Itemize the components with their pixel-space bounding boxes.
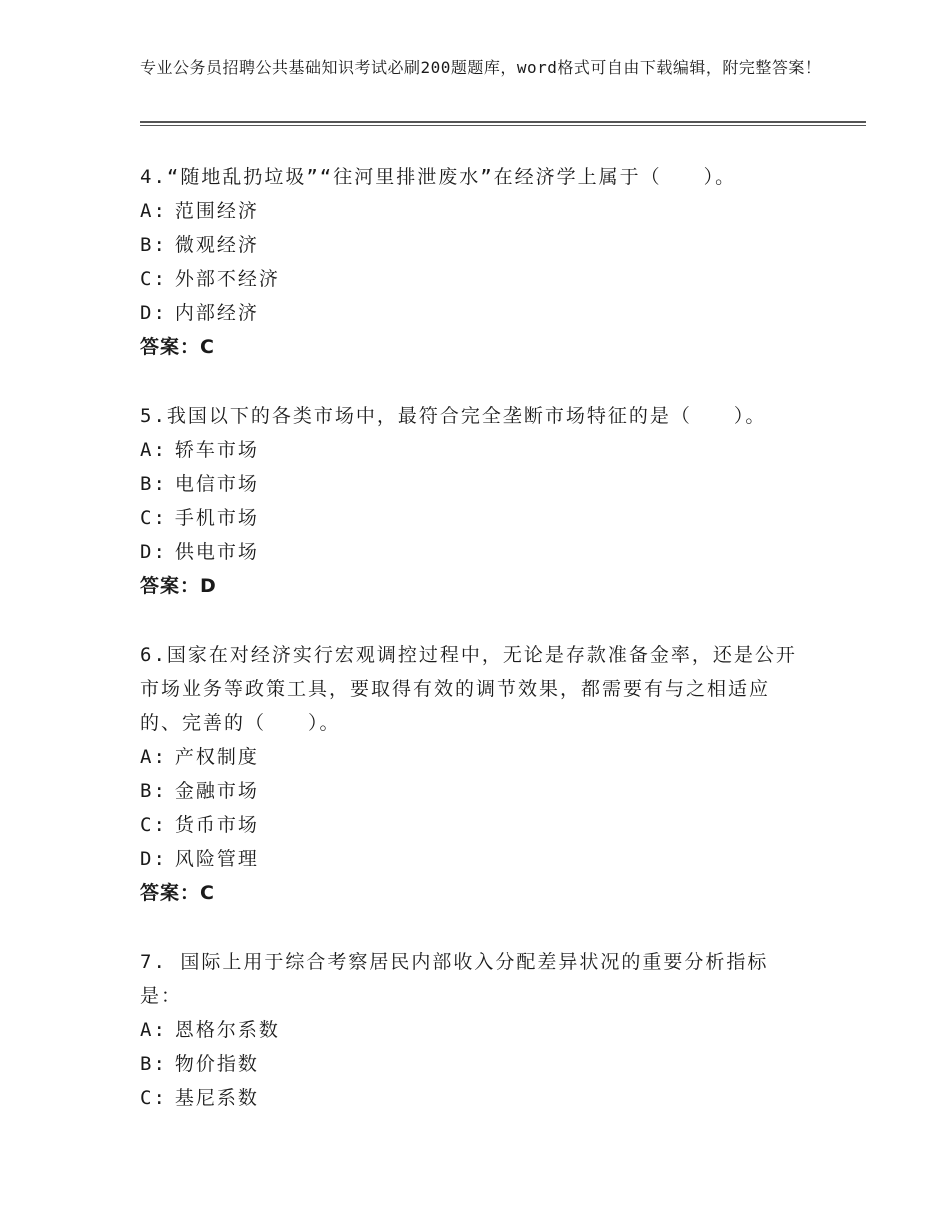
option-text: 轿车市场	[174, 439, 259, 461]
header-divider-thin	[140, 125, 866, 126]
question-block	[140, 160, 800, 364]
option-letter: C:	[140, 1087, 167, 1109]
option-a	[140, 1013, 800, 1047]
option-letter: B:	[140, 1053, 167, 1075]
option-letter: B:	[140, 780, 167, 802]
option-text: 电信市场	[174, 473, 259, 495]
option-text: 外部不经济	[174, 268, 280, 290]
option-b	[140, 467, 800, 501]
option-a	[140, 433, 800, 467]
option-letter: C:	[140, 268, 167, 290]
option-text: 货币市场	[174, 814, 259, 836]
option-text: 基尼系数	[174, 1087, 259, 1109]
option-b	[140, 1047, 800, 1081]
option-b	[140, 774, 800, 808]
option-letter: D:	[140, 848, 167, 870]
question-stem: 7. 国际上用于综合考察居民内部收入分配差异状况的重要分析指标是：	[140, 951, 769, 1007]
option-letter: A:	[140, 1019, 167, 1041]
option-letter: D:	[140, 302, 167, 324]
option-c	[140, 262, 800, 296]
option-b	[140, 228, 800, 262]
option-d	[140, 842, 800, 876]
option-a	[140, 194, 800, 228]
question-stem: 4.“随地乱扔垃圾”“往河里排泄废水”在经济学上属于（ ）。	[140, 166, 737, 188]
option-letter: B:	[140, 234, 167, 256]
option-a	[140, 740, 800, 774]
option-c	[140, 808, 800, 842]
option-letter: C:	[140, 507, 167, 529]
option-letter: B:	[140, 473, 167, 495]
option-letter: A:	[140, 439, 167, 461]
option-text: 范围经济	[174, 200, 259, 222]
page-header: 专业公务员招聘公共基础知识考试必刷200题题库，word格式可自由下载编辑，附完整答案！	[140, 58, 822, 77]
option-text: 供电市场	[174, 541, 259, 563]
question-block	[140, 945, 800, 1115]
header-divider	[140, 121, 866, 123]
option-c	[140, 501, 800, 535]
option-c	[140, 1081, 800, 1115]
question-block	[140, 399, 800, 603]
answer-line: 答案：C	[140, 336, 215, 358]
option-text: 风险管理	[174, 848, 259, 870]
option-letter: C:	[140, 814, 167, 836]
option-text: 物价指数	[174, 1053, 259, 1075]
option-d	[140, 296, 800, 330]
option-text: 产权制度	[174, 746, 259, 768]
option-d	[140, 535, 800, 569]
question-stem: 6.国家在对经济实行宏观调控过程中，无论是存款准备金率，还是公开市场业务等政策工具，要取得有效的调节效果，都需要有与之相适应的、完善的（ ）。	[140, 644, 797, 734]
option-text: 微观经济	[174, 234, 259, 256]
answer-line: 答案：D	[140, 575, 217, 597]
option-letter: A:	[140, 200, 167, 222]
option-text: 恩格尔系数	[174, 1019, 280, 1041]
question-stem: 5.我国以下的各类市场中，最符合完全垄断市场特征的是（ ）。	[140, 405, 767, 427]
option-text: 内部经济	[174, 302, 259, 324]
option-text: 手机市场	[174, 507, 259, 529]
option-text: 金融市场	[174, 780, 259, 802]
option-letter: A:	[140, 746, 167, 768]
option-letter: D:	[140, 541, 167, 563]
answer-line: 答案：C	[140, 882, 215, 904]
question-block	[140, 638, 800, 910]
